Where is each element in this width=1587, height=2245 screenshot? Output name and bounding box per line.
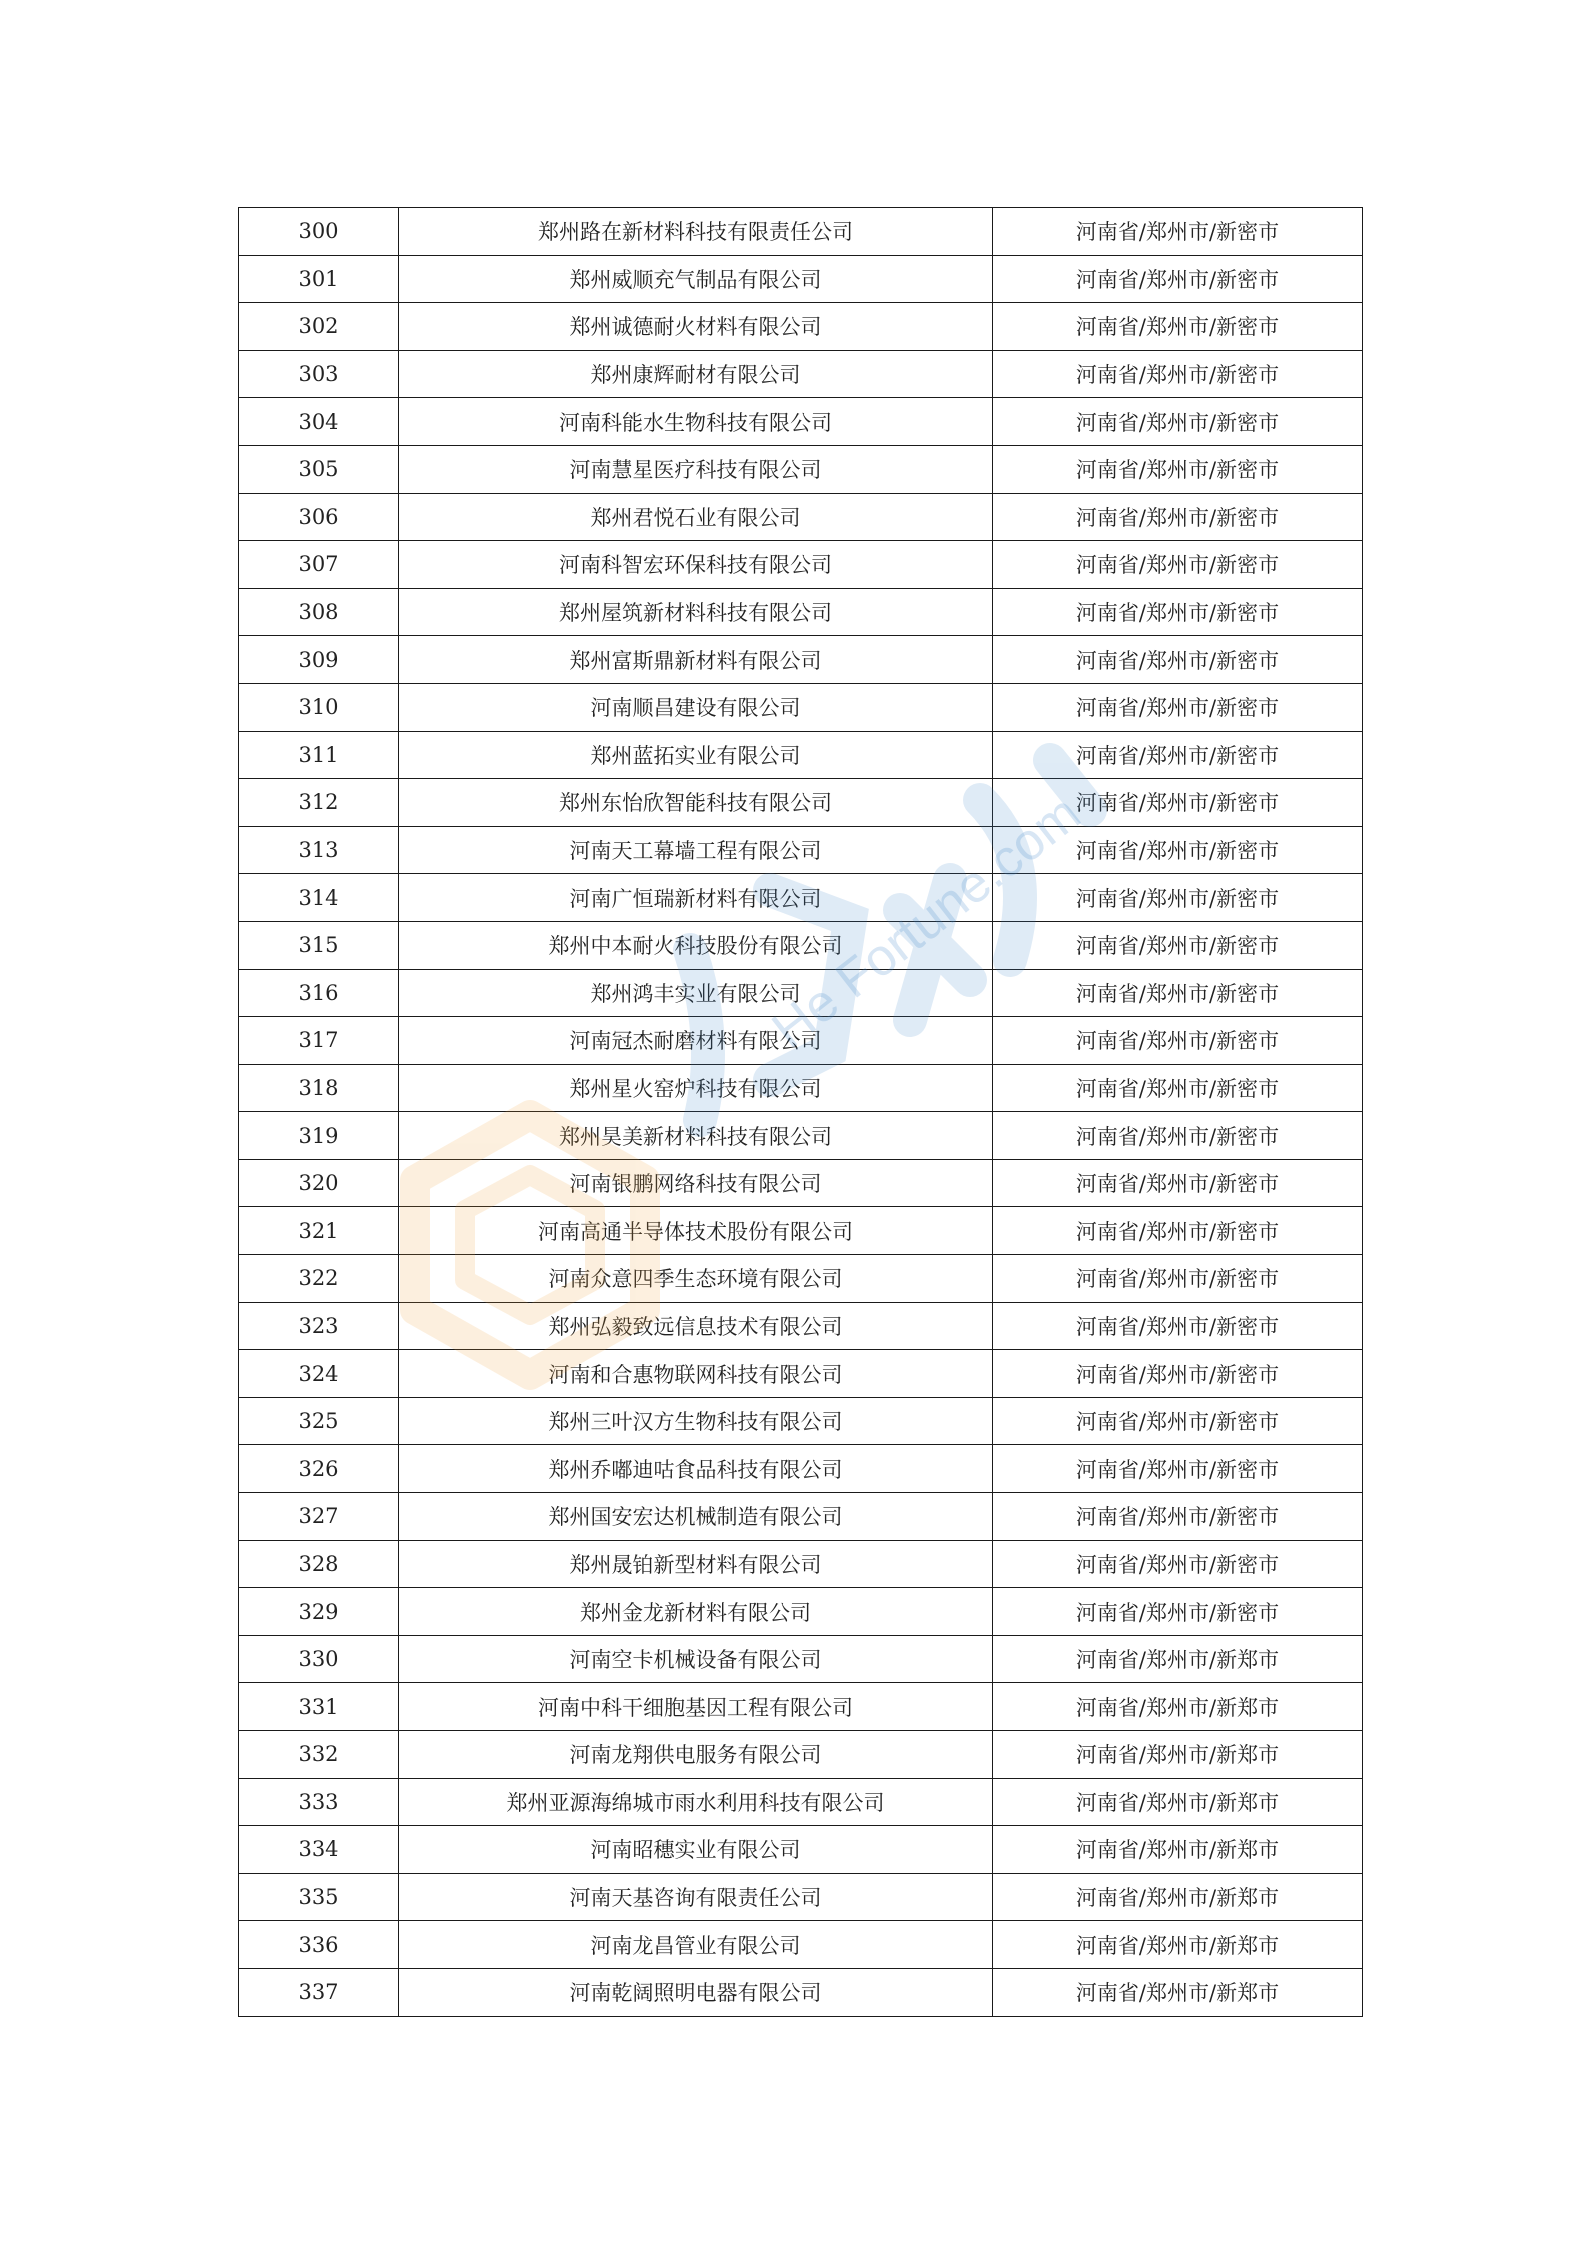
region-cell: 河南省/郑州市/新密市 [993,1207,1363,1255]
row-number-cell: 330 [239,1635,399,1683]
company-name-cell: 河南慧星医疗科技有限公司 [399,445,993,493]
company-name-cell: 郑州君悦石业有限公司 [399,493,993,541]
table-row [239,255,1363,303]
company-name-cell: 郑州晟铂新型材料有限公司 [399,1540,993,1588]
row-number-cell: 310 [239,683,399,731]
row-number-cell: 329 [239,1588,399,1636]
table-row [239,636,1363,684]
table-row [239,1731,1363,1779]
company-name-cell: 郑州中本耐火科技股份有限公司 [399,921,993,969]
region-cell: 河南省/郑州市/新密市 [993,1540,1363,1588]
company-name-cell: 河南顺昌建设有限公司 [399,683,993,731]
company-name-cell: 河南龙昌管业有限公司 [399,1921,993,1969]
region-cell: 河南省/郑州市/新密市 [993,350,1363,398]
region-cell: 河南省/郑州市/新郑市 [993,1731,1363,1779]
region-cell: 河南省/郑州市/新密市 [993,826,1363,874]
row-number-cell: 304 [239,398,399,446]
row-number-cell: 336 [239,1921,399,1969]
table-row [239,683,1363,731]
row-number-cell: 309 [239,636,399,684]
row-number-cell: 314 [239,874,399,922]
region-cell: 河南省/郑州市/新密市 [993,1493,1363,1541]
row-number-cell: 324 [239,1350,399,1398]
row-number-cell: 333 [239,1778,399,1826]
region-cell: 河南省/郑州市/新密市 [993,541,1363,589]
table-row [239,779,1363,827]
company-name-cell: 郑州诚德耐火材料有限公司 [399,303,993,351]
company-name-cell: 河南银鹏网络科技有限公司 [399,1159,993,1207]
row-number-cell: 317 [239,1017,399,1065]
table-row [239,350,1363,398]
company-name-cell: 郑州威顺充气制品有限公司 [399,255,993,303]
region-cell: 河南省/郑州市/新密市 [993,1255,1363,1303]
row-number-cell: 313 [239,826,399,874]
region-cell: 河南省/郑州市/新密市 [993,398,1363,446]
company-name-cell: 郑州路在新材料科技有限责任公司 [399,208,993,256]
table-row [239,1873,1363,1921]
table-row [239,1635,1363,1683]
company-name-cell: 河南天工幕墙工程有限公司 [399,826,993,874]
row-number-cell: 316 [239,969,399,1017]
row-number-cell: 306 [239,493,399,541]
company-name-cell: 郑州东怡欣智能科技有限公司 [399,779,993,827]
table-row [239,1112,1363,1160]
row-number-cell: 311 [239,731,399,779]
table-row [239,1968,1363,2016]
region-cell: 河南省/郑州市/新密市 [993,1350,1363,1398]
table-row [239,1826,1363,1874]
region-cell: 河南省/郑州市/新郑市 [993,1921,1363,1969]
region-cell: 河南省/郑州市/新密市 [993,969,1363,1017]
company-name-cell: 河南和合惠物联网科技有限公司 [399,1350,993,1398]
region-cell: 河南省/郑州市/新密市 [993,683,1363,731]
row-number-cell: 319 [239,1112,399,1160]
table-row [239,1397,1363,1445]
row-number-cell: 334 [239,1826,399,1874]
table-row [239,398,1363,446]
region-cell: 河南省/郑州市/新密市 [993,1064,1363,1112]
region-cell: 河南省/郑州市/新密市 [993,445,1363,493]
table-row [239,1921,1363,1969]
region-cell: 河南省/郑州市/新密市 [993,1445,1363,1493]
region-cell: 河南省/郑州市/新密市 [993,779,1363,827]
company-table [238,207,1363,2017]
region-cell: 河南省/郑州市/新郑市 [993,1683,1363,1731]
company-name-cell: 河南科能水生物科技有限公司 [399,398,993,446]
row-number-cell: 301 [239,255,399,303]
row-number-cell: 335 [239,1873,399,1921]
region-cell: 河南省/郑州市/新郑市 [993,1635,1363,1683]
table-row [239,874,1363,922]
company-name-cell: 河南科智宏环保科技有限公司 [399,541,993,589]
table-row [239,1683,1363,1731]
region-cell: 河南省/郑州市/新密市 [993,1017,1363,1065]
region-cell: 河南省/郑州市/新密市 [993,493,1363,541]
region-cell: 河南省/郑州市/新密市 [993,1588,1363,1636]
table-row [239,541,1363,589]
row-number-cell: 332 [239,1731,399,1779]
company-name-cell: 河南乾阔照明电器有限公司 [399,1968,993,2016]
row-number-cell: 303 [239,350,399,398]
company-name-cell: 河南众意四季生态环境有限公司 [399,1255,993,1303]
row-number-cell: 308 [239,588,399,636]
region-cell: 河南省/郑州市/新密市 [993,1159,1363,1207]
company-name-cell: 河南冠杰耐磨材料有限公司 [399,1017,993,1065]
region-cell: 河南省/郑州市/新密市 [993,208,1363,256]
row-number-cell: 312 [239,779,399,827]
table-row [239,1207,1363,1255]
region-cell: 河南省/郑州市/新密市 [993,731,1363,779]
company-name-cell: 河南广恒瑞新材料有限公司 [399,874,993,922]
company-name-cell: 河南空卡机械设备有限公司 [399,1635,993,1683]
table-row [239,731,1363,779]
region-cell: 河南省/郑州市/新密市 [993,303,1363,351]
region-cell: 河南省/郑州市/新郑市 [993,1968,1363,2016]
row-number-cell: 322 [239,1255,399,1303]
row-number-cell: 320 [239,1159,399,1207]
company-name-cell: 郑州鸿丰实业有限公司 [399,969,993,1017]
company-name-cell: 郑州富斯鼎新材料有限公司 [399,636,993,684]
row-number-cell: 321 [239,1207,399,1255]
region-cell: 河南省/郑州市/新密市 [993,255,1363,303]
row-number-cell: 305 [239,445,399,493]
row-number-cell: 337 [239,1968,399,2016]
table-row [239,445,1363,493]
row-number-cell: 328 [239,1540,399,1588]
region-cell: 河南省/郑州市/新密市 [993,1397,1363,1445]
table-row [239,826,1363,874]
row-number-cell: 315 [239,921,399,969]
table-row [239,1159,1363,1207]
region-cell: 河南省/郑州市/新郑市 [993,1778,1363,1826]
company-name-cell: 河南高通半导体技术股份有限公司 [399,1207,993,1255]
table-row [239,1588,1363,1636]
company-name-cell: 河南昭穗实业有限公司 [399,1826,993,1874]
table-row [239,1350,1363,1398]
company-name-cell: 郑州星火窑炉科技有限公司 [399,1064,993,1112]
row-number-cell: 302 [239,303,399,351]
row-number-cell: 300 [239,208,399,256]
table-row [239,1493,1363,1541]
region-cell: 河南省/郑州市/新密市 [993,1302,1363,1350]
company-name-cell: 郑州亚源海绵城市雨水利用科技有限公司 [399,1778,993,1826]
region-cell: 河南省/郑州市/新密市 [993,1112,1363,1160]
table-row [239,493,1363,541]
company-name-cell: 郑州国安宏达机械制造有限公司 [399,1493,993,1541]
row-number-cell: 318 [239,1064,399,1112]
table-body [239,208,1363,2017]
table-row [239,588,1363,636]
region-cell: 河南省/郑州市/新密市 [993,636,1363,684]
row-number-cell: 307 [239,541,399,589]
row-number-cell: 325 [239,1397,399,1445]
region-cell: 河南省/郑州市/新密市 [993,588,1363,636]
company-name-cell: 郑州蓝拓实业有限公司 [399,731,993,779]
company-name-cell: 郑州康辉耐材有限公司 [399,350,993,398]
row-number-cell: 327 [239,1493,399,1541]
table-row [239,1445,1363,1493]
company-name-cell: 郑州弘毅致远信息技术有限公司 [399,1302,993,1350]
company-name-cell: 河南龙翔供电服务有限公司 [399,1731,993,1779]
table-row [239,969,1363,1017]
table-row [239,1778,1363,1826]
table-row [239,1540,1363,1588]
table-row [239,1017,1363,1065]
company-name-cell: 郑州昊美新材料科技有限公司 [399,1112,993,1160]
table-row [239,921,1363,969]
company-name-cell: 郑州金龙新材料有限公司 [399,1588,993,1636]
table-row [239,1255,1363,1303]
region-cell: 河南省/郑州市/新郑市 [993,1826,1363,1874]
table-row [239,1302,1363,1350]
company-name-cell: 郑州三叶汉方生物科技有限公司 [399,1397,993,1445]
row-number-cell: 323 [239,1302,399,1350]
row-number-cell: 326 [239,1445,399,1493]
table-row [239,1064,1363,1112]
company-name-cell: 郑州屋筑新材料科技有限公司 [399,588,993,636]
company-name-cell: 河南中科干细胞基因工程有限公司 [399,1683,993,1731]
watermark-text: He Fortune.com [761,784,1092,1060]
region-cell: 河南省/郑州市/新郑市 [993,1873,1363,1921]
table-row [239,208,1363,256]
table-row [239,303,1363,351]
region-cell: 河南省/郑州市/新密市 [993,874,1363,922]
region-cell: 河南省/郑州市/新密市 [993,921,1363,969]
company-name-cell: 河南天基咨询有限责任公司 [399,1873,993,1921]
company-name-cell: 郑州乔嘟迪咕食品科技有限公司 [399,1445,993,1493]
row-number-cell: 331 [239,1683,399,1731]
